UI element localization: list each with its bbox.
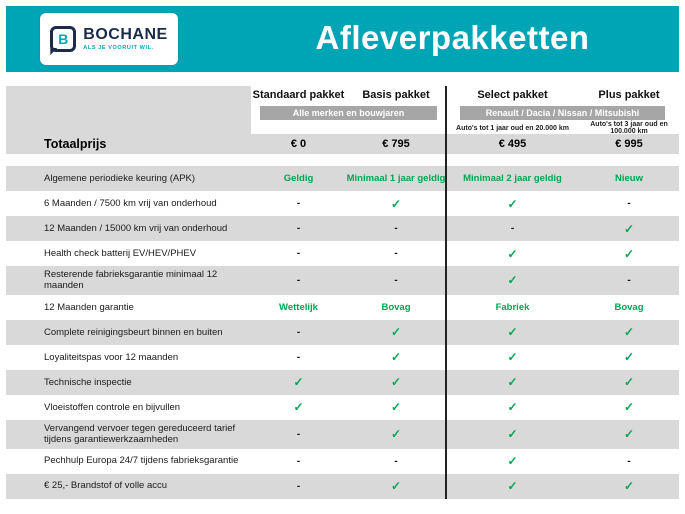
table-row (6, 370, 679, 395)
logo-text (83, 27, 167, 51)
header-band (6, 6, 679, 72)
subcaption-plus: Auto's tot 3 jaar oud en 100.000 km (590, 121, 668, 135)
check-icon: ✓ (293, 375, 304, 390)
dash-mark: - (296, 198, 301, 209)
row-label: Health check batterij EV/HEV/PHEV (44, 247, 197, 259)
dash-mark: - (394, 274, 398, 286)
total-price-plus: € 995 (615, 138, 643, 150)
empty-corner-cell (6, 121, 251, 135)
dash-mark: - (296, 223, 301, 234)
check-icon: ✓ (390, 427, 402, 442)
table-row (6, 241, 679, 266)
row-label: Vloeistoffen controle en bijvullen (44, 401, 181, 413)
dash-mark: - (296, 428, 301, 440)
dash-mark: - (296, 480, 301, 492)
check-icon: ✓ (390, 479, 402, 494)
check-icon: ✓ (507, 454, 518, 469)
empty-corner-cell (6, 104, 251, 121)
total-price-row (6, 134, 679, 154)
check-icon: ✓ (507, 427, 518, 442)
check-icon: ✓ (507, 246, 518, 261)
row-label: Resterende fabrieksgarantie minimaal 12 maanden (44, 269, 218, 292)
bochane-logo (40, 13, 178, 65)
subcaption-select: Auto's tot 1 jaar oud en 20.000 km (456, 124, 569, 132)
table-row (6, 266, 679, 295)
group-banner-renault-group: Renault / Dacia / Nissan / Mitsubishi (460, 106, 665, 120)
value-text: Minimaal 1 jaar geldig (346, 173, 446, 184)
check-icon: ✓ (390, 325, 402, 340)
table-row (6, 320, 679, 345)
check-icon: ✓ (623, 375, 635, 390)
dash-mark: - (296, 248, 301, 259)
value-text: Bovag (381, 301, 411, 313)
check-icon: ✓ (293, 400, 304, 415)
total-label: Totaalprijs (44, 137, 107, 151)
table-row (6, 345, 679, 370)
table-row (6, 166, 679, 191)
check-icon: ✓ (507, 479, 518, 494)
value-text: Bovag (614, 301, 644, 313)
col-header-select: Select pakket (477, 89, 548, 101)
check-icon: ✓ (507, 273, 518, 288)
dash-mark: - (627, 274, 631, 286)
check-icon: ✓ (507, 325, 518, 340)
value-text: Fabriek (495, 301, 530, 313)
group-banners-row (6, 104, 679, 121)
check-icon: ✓ (623, 427, 635, 442)
row-label: Vervangend vervoer tegen gereduceerd tarief tijdens garantiewerkzaamheden (44, 422, 236, 446)
bochane-bubble-icon (50, 26, 76, 52)
row-label: 12 Maanden garantie (44, 301, 134, 313)
dash-mark: - (627, 455, 631, 467)
logo-icon-letter: B (58, 31, 69, 47)
row-label: Complete reinigingsbeurt binnen en buiten (44, 326, 223, 338)
check-icon: ✓ (390, 375, 402, 390)
total-price-basis: € 795 (382, 138, 410, 150)
dash-mark: - (296, 274, 301, 286)
value-text: Wettelijk (279, 301, 318, 313)
dash-mark: - (394, 223, 398, 234)
check-icon: ✓ (507, 375, 518, 390)
check-icon: ✓ (623, 479, 635, 494)
row-label: Pechhulp Europa 24/7 tijdens fabrieksgarantie (44, 455, 239, 467)
value-text: Nieuw (615, 173, 643, 184)
col-header-basis: Basis pakket (362, 89, 430, 101)
subcaptions-row (6, 121, 679, 134)
dash-mark: - (296, 351, 301, 363)
row-label: Algemene periodieke keuring (APK) (44, 172, 196, 184)
value-text: Geldig (283, 173, 314, 184)
column-divider (445, 86, 447, 499)
page-title: Afleverpakketten (315, 19, 590, 56)
column-headers-row (6, 86, 679, 104)
dash-mark: - (296, 326, 301, 338)
check-icon: ✓ (507, 196, 518, 211)
check-icon: ✓ (623, 221, 635, 236)
dash-mark: - (394, 248, 398, 259)
total-price-standaard: € 0 (290, 138, 307, 150)
row-label: Technische inspectie (44, 376, 132, 388)
check-icon: ✓ (390, 400, 402, 415)
table-row (6, 191, 679, 216)
dash-mark: - (296, 455, 301, 467)
group-banner-all-brands: Alle merken en bouwjaren (260, 106, 437, 120)
table-row (6, 295, 679, 320)
row-label: 6 Maanden / 7500 km vrij van onderhoud (44, 197, 217, 209)
logo-tagline: ALS JE VOORUIT WIL. (83, 45, 154, 51)
table-row (6, 449, 679, 474)
table-row (6, 395, 679, 420)
table-row (6, 420, 679, 449)
dash-mark: - (627, 198, 631, 209)
empty-corner-cell (6, 86, 251, 104)
row-label: € 25,- Brandstof of volle accu (44, 480, 168, 492)
dash-mark: - (394, 455, 398, 467)
spacer-row (6, 154, 679, 166)
row-label: Loyaliteitspas voor 12 maanden (44, 351, 179, 363)
feature-rows (6, 166, 679, 499)
check-icon: ✓ (507, 400, 518, 415)
check-icon: ✓ (623, 325, 635, 340)
row-label: 12 Maanden / 15000 km vrij van onderhoud (44, 222, 228, 234)
packages-table (6, 86, 679, 499)
logo-name: BOCHANE (83, 26, 168, 43)
check-icon: ✓ (623, 400, 635, 415)
col-header-standaard: Standaard pakket (252, 89, 345, 101)
total-price-select: € 495 (498, 138, 527, 150)
table-row (6, 474, 679, 499)
check-icon: ✓ (507, 350, 518, 365)
table-row (6, 216, 679, 241)
col-header-plus: Plus pakket (598, 89, 660, 101)
dash-mark: - (510, 223, 515, 234)
check-icon: ✓ (390, 350, 402, 365)
check-icon: ✓ (623, 350, 635, 365)
check-icon: ✓ (623, 246, 635, 261)
value-text: Minimaal 2 jaar geldig (463, 173, 562, 184)
check-icon: ✓ (390, 196, 402, 211)
